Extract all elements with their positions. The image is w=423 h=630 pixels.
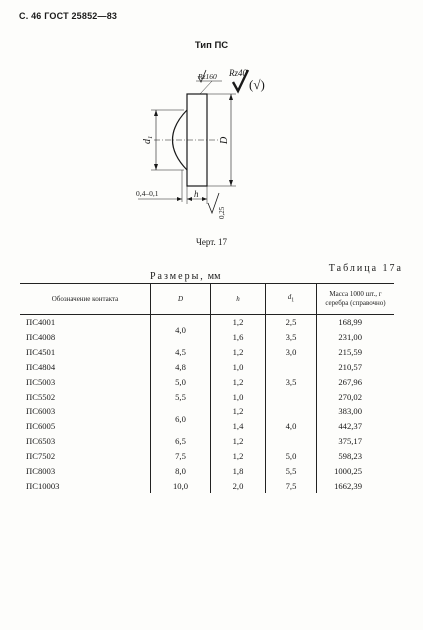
rz40-label: Rz40 [229,68,247,78]
mass-cell: 598,23 [317,449,395,464]
mass-cell: 442,37 [317,419,395,434]
D-cell: 10,0 [151,478,211,493]
d1-cell: 3,5 [266,360,317,405]
D-cell: 6,5 [151,434,211,449]
table-label: Таблица 17а [328,263,403,274]
type-title: Тип ПС [194,40,229,51]
mass-cell: 375,17 [317,434,395,449]
table-row [20,404,394,419]
designation-cell: ПС7502 [26,451,56,462]
table-row [20,315,394,330]
h-cell: 1,2 [211,449,266,464]
h-cell: 2,0 [211,478,266,493]
d1-cell: 5,0 [266,449,317,464]
mass-cell: 215,59 [317,345,395,360]
designation-cell: ПС8003 [26,465,56,476]
h-cell: 1,8 [211,463,266,478]
d1-label: $d_1$ [142,135,154,144]
designation-cell: ПС4001 [26,317,56,328]
mass-cell: 210,57 [317,360,395,375]
mass-cell: 168,99 [317,315,395,330]
h-cell: 1,2 [211,345,266,360]
designation-cell: ПС6503 [26,436,56,447]
mass-cell: 383,00 [317,404,395,419]
d1-cell: 3,5 [266,330,317,345]
spec-table [20,283,394,493]
h-cell: 1,2 [211,434,266,449]
header-mass: Масса 1000 шт., г серебра (справочно) [317,284,395,315]
dim-04-label: 0,4–0,1 [136,189,159,198]
designation-cell: ПС4804 [26,361,56,372]
mass-cell: 1662,39 [317,478,395,493]
designation-cell: ПС6005 [26,421,56,432]
designation-cell: ПС6003 [26,406,56,417]
designation-cell: ПС4008 [26,332,56,343]
h-cell: 1,0 [211,360,266,375]
h-cell: 1,2 [211,374,266,389]
d1-cell: 5,5 [266,463,317,478]
h-cell: 1,2 [211,315,266,330]
rz160-label: Rz160 [198,72,217,81]
table-row [20,374,394,389]
D-cell: 5,0 [151,374,211,389]
designation-cell: ПС5502 [26,391,56,402]
D-cell: 4,5 [151,345,211,360]
dim-025-label: 0,25 [218,206,226,219]
D-cell: 7,5 [151,449,211,464]
D-cell: 6,0 [151,404,211,434]
D-cell: 4,0 [151,315,211,345]
d1-cell: 3,0 [266,345,317,360]
d1-cell: 4,0 [266,404,317,449]
table-dimensions-note: Размеры, мм [150,271,221,282]
table-row [20,434,394,449]
D-cell: 4,8 [151,360,211,375]
table-header-row [20,284,394,315]
figure-caption: Черт. 17 [196,237,227,247]
header-D: D [151,284,211,315]
mass-cell: 270,02 [317,389,395,404]
header-designation: Обозначение контакта [20,284,151,315]
h-cell: 1,6 [211,330,266,345]
designation-cell: ПС10003 [26,480,60,491]
D-cell: 5,5 [151,389,211,404]
table-row [20,389,394,404]
page-header: С. 46 ГОСТ 25852—83 [19,11,118,21]
d1-cell: 2,5 [266,315,317,330]
D-cell: 8,0 [151,463,211,478]
table-row [20,463,394,478]
contact-drawing [120,62,300,234]
mass-cell: 1000,25 [317,463,395,478]
rz40-suffix: (√) [249,77,265,92]
mass-cell: 231,00 [317,330,395,345]
h-label: h [194,189,199,199]
table-row [20,360,394,375]
table-row [20,478,394,493]
h-cell: 1,0 [211,389,266,404]
header-d1: $d_1$ [266,284,317,315]
h-cell: 1,2 [211,404,266,419]
designation-cell: ПС4501 [26,347,56,358]
mass-cell: 267,96 [317,374,395,389]
table-row [20,345,394,360]
table-row [20,449,394,464]
designation-cell: ПС5003 [26,376,56,387]
D-label: D [219,136,230,144]
d1-cell: 7,5 [266,478,317,493]
header-h: h [211,284,266,315]
h-cell: 1,4 [211,419,266,434]
